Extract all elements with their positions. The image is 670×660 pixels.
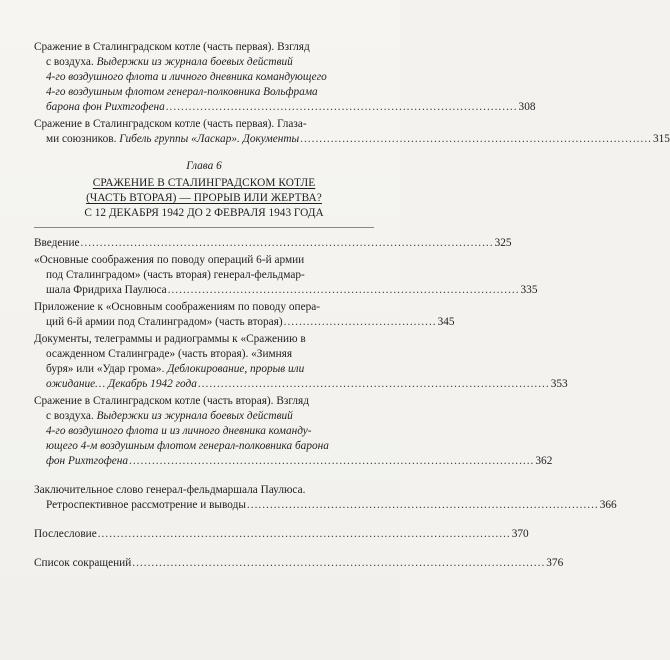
page-number: 362 [535,455,553,467]
chapter-title-line-2: (ЧАСТЬ ВТОРАЯ) — ПРОРЫВ ИЛИ ЖЕРТВА? [86,192,322,204]
toc-line: Сражение в Сталинградском котле (часть первая). Глаза- [34,118,307,130]
toc-line-part: Гибель группы «Ласкар». Документы [119,133,300,145]
page-number: 366 [599,499,617,511]
toc-line: фон Рихтгофена [46,455,129,467]
toc-entry-final-word [34,483,617,513]
toc-line: Введение [34,237,80,249]
toc-line-part: с воздуха. [46,56,97,68]
toc-line: Сражение в Сталинградском котле (часть вторая). Взгляд [34,395,309,407]
toc-line: Сражение в Сталинградском котле (часть первая). Взгляд [34,41,310,53]
toc-line-part: буря» или «Удар грома». [46,363,168,375]
toc-line: ющего 4-м воздушным флотом генерал-полковника барона [46,440,329,452]
toc-entry-abbreviations [34,556,564,571]
toc-leader-line [34,556,564,571]
toc-line: шала Фридриха Паулюса [46,284,167,296]
toc-line [34,362,374,377]
toc-line: Список сокращений [34,557,132,569]
spacer [34,515,374,527]
toc-line: ожидание… Декабрь 1942 года [46,378,197,390]
dot-leader: ............................................................................................ [300,133,652,145]
dot-leader: ............................................................................................................ [80,237,494,249]
page-number: 370 [511,528,529,540]
chapter-number: Глава 6 [186,160,222,172]
toc-entry-appendix [34,300,455,330]
toc-line: «Основные соображения по поводу операций 6-й армии [34,254,305,266]
toc-line: барона фон Рихтгофена [46,101,165,113]
page-number: 353 [550,378,568,390]
page-number: 345 [437,316,455,328]
toc-line-part: ми союзников. [46,133,120,145]
spacer [34,544,374,556]
toc-line [46,132,299,147]
dot-leader: ........................................ [283,316,437,328]
toc-line: Заключительное слово генерал-фельдмаршала Паулюса. [34,484,306,496]
spacer [34,471,374,483]
chapter-divider [34,227,374,228]
chapter-dates: С 12 ДЕКАБРЯ 1942 ДО 2 ФЕВРАЛЯ 1943 ГОДА [84,207,324,219]
toc-entry-air-view-part-2 [34,394,553,469]
toc-entry-documents [34,332,568,392]
page-number: 335 [520,284,538,296]
dot-leader: ............................................................................................ [167,284,520,296]
page-number: 315 [652,133,670,145]
dot-leader: ............................................................................................................ [132,557,546,569]
dot-leader: ............................................................................................ [197,378,550,390]
toc-line: осажденном Сталинграде» (часть вторая). «Зимняя [46,348,293,360]
toc-line: Ретроспективное рассмотрение и выводы [46,499,246,511]
toc-line-part: Выдержки из журнала боевых действий [96,56,293,68]
toc-entry-air-view-part-1 [34,40,536,115]
toc-entry-considerations [34,253,538,298]
dot-leader: ............................................................................................................ [97,528,511,540]
page-number: 308 [518,101,536,113]
toc-entry-intro [34,236,512,251]
chapter-heading [34,159,374,221]
toc-entry-allies-eyes [34,117,670,147]
toc-line: под Сталинградом» (часть вторая) генерал-фельдмар- [46,269,305,281]
toc-line: 4-го воздушного флота и личного дневника командующего [46,71,327,83]
toc-entry-afterword [34,527,529,542]
toc-line-part: Выдержки из журнала боевых действий [96,410,293,422]
toc-leader-line [34,100,536,115]
toc-line: 4-го воздушного флота и из личного дневника команду- [46,425,312,437]
page-number: 325 [494,237,512,249]
toc-line: Послесловие [34,528,97,540]
toc-line-part: Деблокирование, прорыв или [167,363,305,375]
toc-line: 4-го воздушным флотом генерал-полковника Вольфрама [46,86,318,98]
toc-leader-line [34,454,553,469]
toc-line-part: с воздуха. [46,410,97,422]
toc-leader-line [34,527,529,542]
toc-line: Приложение к «Основным соображениям по поводу опера- [34,301,321,313]
toc-line: ций 6-й армии под Сталинградом» (часть вторая) [46,316,283,328]
toc-leader-line [34,236,512,251]
toc-leader-line [34,132,670,147]
page-number: 376 [546,557,564,569]
table-of-contents [34,40,670,573]
toc-line [34,409,374,424]
dot-leader: ............................................................................................ [246,499,599,511]
toc-line [34,55,374,70]
toc-leader-line [34,498,617,513]
toc-leader-line [34,315,455,330]
dot-leader: .......................................................................................................... [129,455,535,467]
toc-leader-line [34,283,538,298]
dot-leader: ............................................................................................ [165,101,518,113]
toc-leader-line [34,377,568,392]
chapter-title-line-1: СРАЖЕНИЕ В СТАЛИНГРАДСКОМ КОТЛЕ [92,177,316,189]
toc-line: Документы, телеграммы и радиограммы к «Сражению в [34,333,306,345]
